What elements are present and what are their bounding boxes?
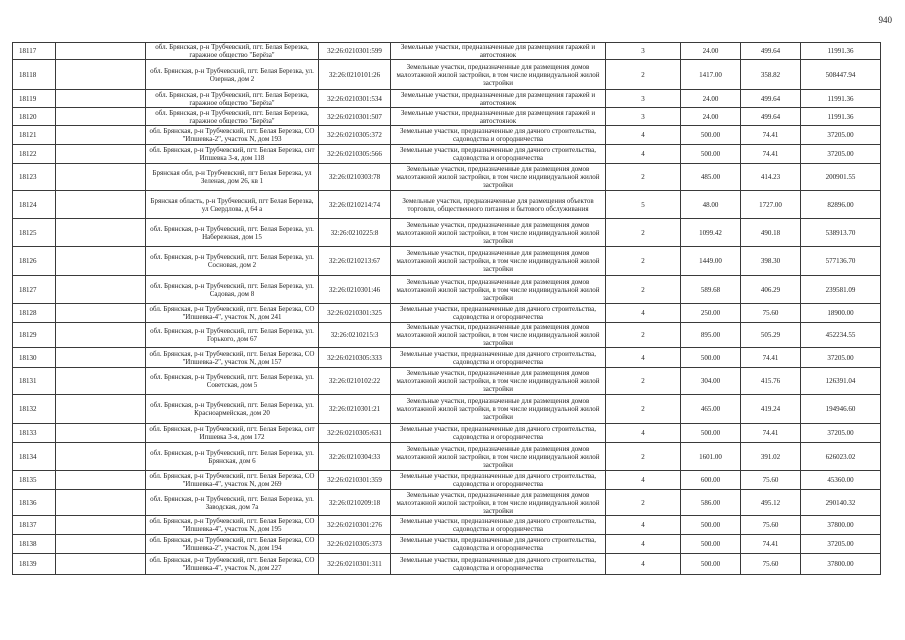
cadastral-number-cell: 32:26:0210102:22 bbox=[319, 368, 391, 395]
group-cell: 4 bbox=[606, 304, 681, 323]
value-cell: 11991.36 bbox=[801, 43, 881, 60]
cadastral-number-cell: 32:26:0210305:333 bbox=[319, 348, 391, 368]
land-use-cell: Земельные участки, предназначенные для дачного строительства, садоводства и огородничества bbox=[391, 516, 606, 535]
empty-cell bbox=[56, 219, 146, 247]
empty-cell bbox=[56, 443, 146, 471]
group-cell: 2 bbox=[606, 60, 681, 90]
group-cell: 2 bbox=[606, 368, 681, 395]
row-number-cell: 18128 bbox=[13, 304, 56, 323]
land-use-cell: Земельные участки, предназначенные для размещения гаражей и автостоянок bbox=[391, 108, 606, 126]
table-row bbox=[13, 90, 881, 108]
land-use-cell: Земельные участки, предназначенные для размещения домов малоэтажной жилой застройки, в том числе индивидуальной жилой застройки bbox=[391, 490, 606, 516]
land-use-cell: Земельные участки, предназначенные для размещения гаражей и автостоянок bbox=[391, 43, 606, 60]
group-cell: 4 bbox=[606, 145, 681, 164]
cadastral-number-cell: 32:26:0210301:46 bbox=[319, 276, 391, 304]
table-row bbox=[13, 424, 881, 443]
land-use-cell: Земельные участки, предназначенные для размещения домов малоэтажной жилой застройки, в том числе индивидуальной жилой застройки bbox=[391, 368, 606, 395]
table-row bbox=[13, 395, 881, 424]
value-cell: 37205.00 bbox=[801, 348, 881, 368]
area-cell: 250.00 bbox=[681, 304, 741, 323]
address-cell: обл. Брянская, р-н Трубчевский, пгт. Белая Березка, гаражное общество "Берёза" bbox=[146, 90, 319, 108]
address-cell: обл. Брянская, р-н Трубчевский, пгт. Белая Березка, снт Ипшевка 3-я, дом 172 bbox=[146, 424, 319, 443]
empty-cell bbox=[56, 471, 146, 490]
cadastral-number-cell: 32:26:0210101:26 bbox=[319, 60, 391, 90]
land-use-cell: Земельные участки, предназначенные для дачного строительства, садоводства и огородничества bbox=[391, 126, 606, 145]
land-use-cell: Земельные участки, предназначенные для дачного строительства, садоводства и огородничества bbox=[391, 554, 606, 575]
area-cell: 500.00 bbox=[681, 348, 741, 368]
cadastral-number-cell: 32:26:0210305:373 bbox=[319, 535, 391, 554]
rate-cell: 74.41 bbox=[741, 535, 801, 554]
area-cell: 48.00 bbox=[681, 191, 741, 219]
rate-cell: 499.64 bbox=[741, 108, 801, 126]
empty-cell bbox=[56, 395, 146, 424]
land-use-cell: Земельные участки, предназначенные для размещения гаражей и автостоянок bbox=[391, 90, 606, 108]
land-use-cell: Земельные участки, предназначенные для дачного строительства, садоводства и огородничества bbox=[391, 304, 606, 323]
row-number-cell: 18118 bbox=[13, 60, 56, 90]
row-number-cell: 18130 bbox=[13, 348, 56, 368]
row-number-cell: 18135 bbox=[13, 471, 56, 490]
row-number-cell: 18129 bbox=[13, 323, 56, 348]
table-row bbox=[13, 323, 881, 348]
address-cell: Брянская область, р-н Трубчевский, пгт Белая Березка, ул Свердлова, д 64 а bbox=[146, 191, 319, 219]
empty-cell bbox=[56, 424, 146, 443]
rate-cell: 415.76 bbox=[741, 368, 801, 395]
value-cell: 626023.02 bbox=[801, 443, 881, 471]
row-number-cell: 18132 bbox=[13, 395, 56, 424]
value-cell: 37205.00 bbox=[801, 535, 881, 554]
table-row bbox=[13, 164, 881, 191]
table-row bbox=[13, 219, 881, 247]
table-row bbox=[13, 443, 881, 471]
table-row bbox=[13, 108, 881, 126]
group-cell: 4 bbox=[606, 554, 681, 575]
cadastral-number-cell: 32:26:0210304:33 bbox=[319, 443, 391, 471]
address-cell: обл. Брянская, р-н Трубчевский, пгт. Белая Березка, СО "Ипшевка-2", участок N, дом 157 bbox=[146, 348, 319, 368]
table-row bbox=[13, 368, 881, 395]
row-number-cell: 18120 bbox=[13, 108, 56, 126]
empty-cell bbox=[56, 554, 146, 575]
value-cell: 239581.09 bbox=[801, 276, 881, 304]
value-cell: 11991.36 bbox=[801, 108, 881, 126]
group-cell: 2 bbox=[606, 164, 681, 191]
table-row bbox=[13, 247, 881, 276]
rate-cell: 495.12 bbox=[741, 490, 801, 516]
rate-cell: 391.02 bbox=[741, 443, 801, 471]
address-cell: обл. Брянская, р-н Трубчевский, пгт. Белая Березка, ул. Садовая, дом 8 bbox=[146, 276, 319, 304]
table-row bbox=[13, 60, 881, 90]
cadastral-number-cell: 32:26:0210215:3 bbox=[319, 323, 391, 348]
group-cell: 2 bbox=[606, 219, 681, 247]
empty-cell bbox=[56, 164, 146, 191]
address-cell: обл. Брянская, р-н Трубчевский, пгт. Белая Березка, ул. Брянская, дом 6 bbox=[146, 443, 319, 471]
group-cell: 4 bbox=[606, 516, 681, 535]
empty-cell bbox=[56, 276, 146, 304]
address-cell: обл. Брянская, р-н Трубчевский, пгт. Белая Березка, ул. Советская, дом 5 bbox=[146, 368, 319, 395]
rate-cell: 505.29 bbox=[741, 323, 801, 348]
table-row bbox=[13, 471, 881, 490]
address-cell: обл. Брянская, р-н Трубчевский, пгт. Белая Березка, СО "Ипшевка-4", участок N, дом 241 bbox=[146, 304, 319, 323]
page-number: 940 bbox=[878, 15, 892, 25]
value-cell: 11991.36 bbox=[801, 90, 881, 108]
value-cell: 538913.70 bbox=[801, 219, 881, 247]
land-use-cell: Земельные участки, предназначенные для размещения домов малоэтажной жилой застройки, в том числе индивидуальной жилой застройки bbox=[391, 395, 606, 424]
address-cell: обл. Брянская, р-н Трубчевский, пгт. Белая Березка, ул. Заводская, дом 7а bbox=[146, 490, 319, 516]
table-row bbox=[13, 348, 881, 368]
empty-cell bbox=[56, 191, 146, 219]
address-cell: обл. Брянская, р-н Трубчевский, пгт. Белая Березка, гаражное общество "Берёза" bbox=[146, 43, 319, 60]
group-cell: 3 bbox=[606, 90, 681, 108]
area-cell: 500.00 bbox=[681, 126, 741, 145]
address-cell: обл. Брянская, р-н Трубчевский, пгт. Белая Березка, СО "Ипшевка-4", участок N, дом 269 bbox=[146, 471, 319, 490]
row-number-cell: 18123 bbox=[13, 164, 56, 191]
empty-cell bbox=[56, 535, 146, 554]
address-cell: обл. Брянская, р-н Трубчевский, пгт. Белая Березка, СО "Ипшевка-2", участок N, дом 193 bbox=[146, 126, 319, 145]
group-cell: 3 bbox=[606, 108, 681, 126]
cadastral-number-cell: 32:26:0210301:276 bbox=[319, 516, 391, 535]
row-number-cell: 18117 bbox=[13, 43, 56, 60]
row-number-cell: 18124 bbox=[13, 191, 56, 219]
rate-cell: 358.82 bbox=[741, 60, 801, 90]
area-cell: 500.00 bbox=[681, 535, 741, 554]
area-cell: 24.00 bbox=[681, 108, 741, 126]
address-cell: обл. Брянская, р-н Трубчевский, пгт. Белая Березка, ул. Набережная, дом 15 bbox=[146, 219, 319, 247]
empty-cell bbox=[56, 323, 146, 348]
row-number-cell: 18126 bbox=[13, 247, 56, 276]
table-row bbox=[13, 191, 881, 219]
area-cell: 500.00 bbox=[681, 554, 741, 575]
land-use-cell: Земельные участки, предназначенные для дачного строительства, садоводства и огородничества bbox=[391, 471, 606, 490]
area-cell: 465.00 bbox=[681, 395, 741, 424]
rate-cell: 499.64 bbox=[741, 43, 801, 60]
land-use-cell: Земельные участки, предназначенные для размещения домов малоэтажной жилой застройки, в том числе индивидуальной жилой застройки bbox=[391, 276, 606, 304]
area-cell: 600.00 bbox=[681, 471, 741, 490]
area-cell: 485.00 bbox=[681, 164, 741, 191]
table-body bbox=[13, 43, 881, 575]
cadastral-number-cell: 32:26:0210225:8 bbox=[319, 219, 391, 247]
value-cell: 82896.00 bbox=[801, 191, 881, 219]
value-cell: 45360.00 bbox=[801, 471, 881, 490]
rate-cell: 406.29 bbox=[741, 276, 801, 304]
address-cell: обл. Брянская, р-н Трубчевский, пгт. Белая Березка, СО "Ипшевка-4", участок N, дом 195 bbox=[146, 516, 319, 535]
address-cell: обл. Брянская, р-н Трубчевский, пгт. Белая Березка, ул. Сосновая, дом 2 bbox=[146, 247, 319, 276]
value-cell: 37205.00 bbox=[801, 126, 881, 145]
area-cell: 500.00 bbox=[681, 145, 741, 164]
rate-cell: 1727.00 bbox=[741, 191, 801, 219]
table-row bbox=[13, 126, 881, 145]
land-use-cell: Земельные участки, предназначенные для размещения объектов торговли, общественного питания и бытового обслуживания bbox=[391, 191, 606, 219]
land-use-cell: Земельные участки, предназначенные для размещения домов малоэтажной жилой застройки, в том числе индивидуальной жилой застройки bbox=[391, 443, 606, 471]
row-number-cell: 18137 bbox=[13, 516, 56, 535]
row-number-cell: 18134 bbox=[13, 443, 56, 471]
area-cell: 500.00 bbox=[681, 424, 741, 443]
value-cell: 194946.60 bbox=[801, 395, 881, 424]
cadastral-number-cell: 32:26:0210305:631 bbox=[319, 424, 391, 443]
address-cell: Брянская обл, р-н Трубчевский, пгт Белая Березка, ул Зеленая, дом 26, кв 1 bbox=[146, 164, 319, 191]
rate-cell: 75.60 bbox=[741, 554, 801, 575]
land-use-cell: Земельные участки, предназначенные для дачного строительства, садоводства и огородничества bbox=[391, 348, 606, 368]
cadastral-number-cell: 32:26:0210301:599 bbox=[319, 43, 391, 60]
group-cell: 2 bbox=[606, 323, 681, 348]
empty-cell bbox=[56, 108, 146, 126]
land-use-cell: Земельные участки, предназначенные для размещения домов малоэтажной жилой застройки, в том числе индивидуальной жилой застройки bbox=[391, 247, 606, 276]
rate-cell: 75.60 bbox=[741, 471, 801, 490]
land-use-cell: Земельные участки, предназначенные для дачного строительства, садоводства и огородничества bbox=[391, 145, 606, 164]
area-cell: 24.00 bbox=[681, 90, 741, 108]
rate-cell: 75.60 bbox=[741, 516, 801, 535]
empty-cell bbox=[56, 90, 146, 108]
cadastral-number-cell: 32:26:0210305:566 bbox=[319, 145, 391, 164]
empty-cell bbox=[56, 490, 146, 516]
group-cell: 5 bbox=[606, 191, 681, 219]
row-number-cell: 18138 bbox=[13, 535, 56, 554]
group-cell: 3 bbox=[606, 43, 681, 60]
value-cell: 37800.00 bbox=[801, 554, 881, 575]
address-cell: обл. Брянская, р-н Трубчевский, пгт. Белая Березка, ул. Озерная, дом 2 bbox=[146, 60, 319, 90]
rate-cell: 490.18 bbox=[741, 219, 801, 247]
land-use-cell: Земельные участки, предназначенные для размещения домов малоэтажной жилой застройки, в том числе индивидуальной жилой застройки bbox=[391, 323, 606, 348]
cadastral-number-cell: 32:26:0210301:359 bbox=[319, 471, 391, 490]
rate-cell: 74.41 bbox=[741, 424, 801, 443]
group-cell: 2 bbox=[606, 395, 681, 424]
land-use-cell: Земельные участки, предназначенные для дачного строительства, садоводства и огородничества bbox=[391, 535, 606, 554]
empty-cell bbox=[56, 43, 146, 60]
address-cell: обл. Брянская, р-н Трубчевский, пгт. Белая Березка, снт Ипшевка 3-я, дом 118 bbox=[146, 145, 319, 164]
group-cell: 4 bbox=[606, 348, 681, 368]
land-use-cell: Земельные участки, предназначенные для дачного строительства, садоводства и огородничества bbox=[391, 424, 606, 443]
table-row bbox=[13, 554, 881, 575]
area-cell: 1099.42 bbox=[681, 219, 741, 247]
land-use-cell: Земельные участки, предназначенные для размещения домов малоэтажной жилой застройки, в том числе индивидуальной жилой застройки bbox=[391, 219, 606, 247]
value-cell: 126391.04 bbox=[801, 368, 881, 395]
value-cell: 577136.70 bbox=[801, 247, 881, 276]
empty-cell bbox=[56, 126, 146, 145]
rate-cell: 414.23 bbox=[741, 164, 801, 191]
land-valuation-table bbox=[12, 42, 881, 575]
area-cell: 500.00 bbox=[681, 516, 741, 535]
row-number-cell: 18121 bbox=[13, 126, 56, 145]
area-cell: 1417.00 bbox=[681, 60, 741, 90]
area-cell: 24.00 bbox=[681, 43, 741, 60]
land-use-cell: Земельные участки, предназначенные для размещения домов малоэтажной жилой застройки, в том числе индивидуальной жилой застройки bbox=[391, 60, 606, 90]
address-cell: обл. Брянская, р-н Трубчевский, пгт. Белая Березка, СО "Ипшевка-2", участок N, дом 194 bbox=[146, 535, 319, 554]
empty-cell bbox=[56, 304, 146, 323]
row-number-cell: 18131 bbox=[13, 368, 56, 395]
address-cell: обл. Брянская, р-н Трубчевский, пгт. Белая Березка, ул. Горького, дом 67 bbox=[146, 323, 319, 348]
group-cell: 2 bbox=[606, 443, 681, 471]
table-row bbox=[13, 516, 881, 535]
value-cell: 37205.00 bbox=[801, 424, 881, 443]
value-cell: 37800.00 bbox=[801, 516, 881, 535]
address-cell: обл. Брянская, р-н Трубчевский, пгт. Белая Березка, ул. Красноармейская, дом 20 bbox=[146, 395, 319, 424]
row-number-cell: 18122 bbox=[13, 145, 56, 164]
cadastral-number-cell: 32:26:0210214:74 bbox=[319, 191, 391, 219]
rate-cell: 74.41 bbox=[741, 348, 801, 368]
cadastral-number-cell: 32:26:0210209:18 bbox=[319, 490, 391, 516]
group-cell: 4 bbox=[606, 424, 681, 443]
value-cell: 37205.00 bbox=[801, 145, 881, 164]
empty-cell bbox=[56, 516, 146, 535]
table-row bbox=[13, 145, 881, 164]
empty-cell bbox=[56, 145, 146, 164]
rate-cell: 398.30 bbox=[741, 247, 801, 276]
rate-cell: 74.41 bbox=[741, 126, 801, 145]
table-row bbox=[13, 304, 881, 323]
group-cell: 4 bbox=[606, 126, 681, 145]
row-number-cell: 18127 bbox=[13, 276, 56, 304]
address-cell: обл. Брянская, р-н Трубчевский, пгт. Белая Березка, СО "Ипшевка-4", участок N, дом 227 bbox=[146, 554, 319, 575]
empty-cell bbox=[56, 368, 146, 395]
area-cell: 1601.00 bbox=[681, 443, 741, 471]
empty-cell bbox=[56, 247, 146, 276]
table-row bbox=[13, 535, 881, 554]
table-row bbox=[13, 43, 881, 60]
area-cell: 895.00 bbox=[681, 323, 741, 348]
cadastral-number-cell: 32:26:0210303:78 bbox=[319, 164, 391, 191]
area-cell: 589.68 bbox=[681, 276, 741, 304]
group-cell: 4 bbox=[606, 535, 681, 554]
row-number-cell: 18136 bbox=[13, 490, 56, 516]
row-number-cell: 18119 bbox=[13, 90, 56, 108]
cadastral-number-cell: 32:26:0210213:67 bbox=[319, 247, 391, 276]
table-row bbox=[13, 490, 881, 516]
value-cell: 452234.55 bbox=[801, 323, 881, 348]
address-cell: обл. Брянская, р-н Трубчевский, пгт. Белая Березка, гаражное общество "Берёза" bbox=[146, 108, 319, 126]
group-cell: 2 bbox=[606, 276, 681, 304]
empty-cell bbox=[56, 60, 146, 90]
row-number-cell: 18125 bbox=[13, 219, 56, 247]
area-cell: 586.00 bbox=[681, 490, 741, 516]
cadastral-number-cell: 32:26:0210301:534 bbox=[319, 90, 391, 108]
group-cell: 2 bbox=[606, 490, 681, 516]
row-number-cell: 18139 bbox=[13, 554, 56, 575]
land-use-cell: Земельные участки, предназначенные для размещения домов малоэтажной жилой застройки, в том числе индивидуальной жилой застройки bbox=[391, 164, 606, 191]
cadastral-number-cell: 32:26:0210301:507 bbox=[319, 108, 391, 126]
row-number-cell: 18133 bbox=[13, 424, 56, 443]
value-cell: 200901.55 bbox=[801, 164, 881, 191]
table-row bbox=[13, 276, 881, 304]
empty-cell bbox=[56, 348, 146, 368]
group-cell: 4 bbox=[606, 471, 681, 490]
group-cell: 2 bbox=[606, 247, 681, 276]
cadastral-number-cell: 32:26:0210301:311 bbox=[319, 554, 391, 575]
rate-cell: 74.41 bbox=[741, 145, 801, 164]
cadastral-number-cell: 32:26:0210305:372 bbox=[319, 126, 391, 145]
value-cell: 508447.94 bbox=[801, 60, 881, 90]
value-cell: 18900.00 bbox=[801, 304, 881, 323]
rate-cell: 75.60 bbox=[741, 304, 801, 323]
area-cell: 1449.00 bbox=[681, 247, 741, 276]
cadastral-number-cell: 32:26:0210301:325 bbox=[319, 304, 391, 323]
rate-cell: 499.64 bbox=[741, 90, 801, 108]
cadastral-number-cell: 32:26:0210301:21 bbox=[319, 395, 391, 424]
value-cell: 290140.32 bbox=[801, 490, 881, 516]
rate-cell: 419.24 bbox=[741, 395, 801, 424]
area-cell: 304.00 bbox=[681, 368, 741, 395]
